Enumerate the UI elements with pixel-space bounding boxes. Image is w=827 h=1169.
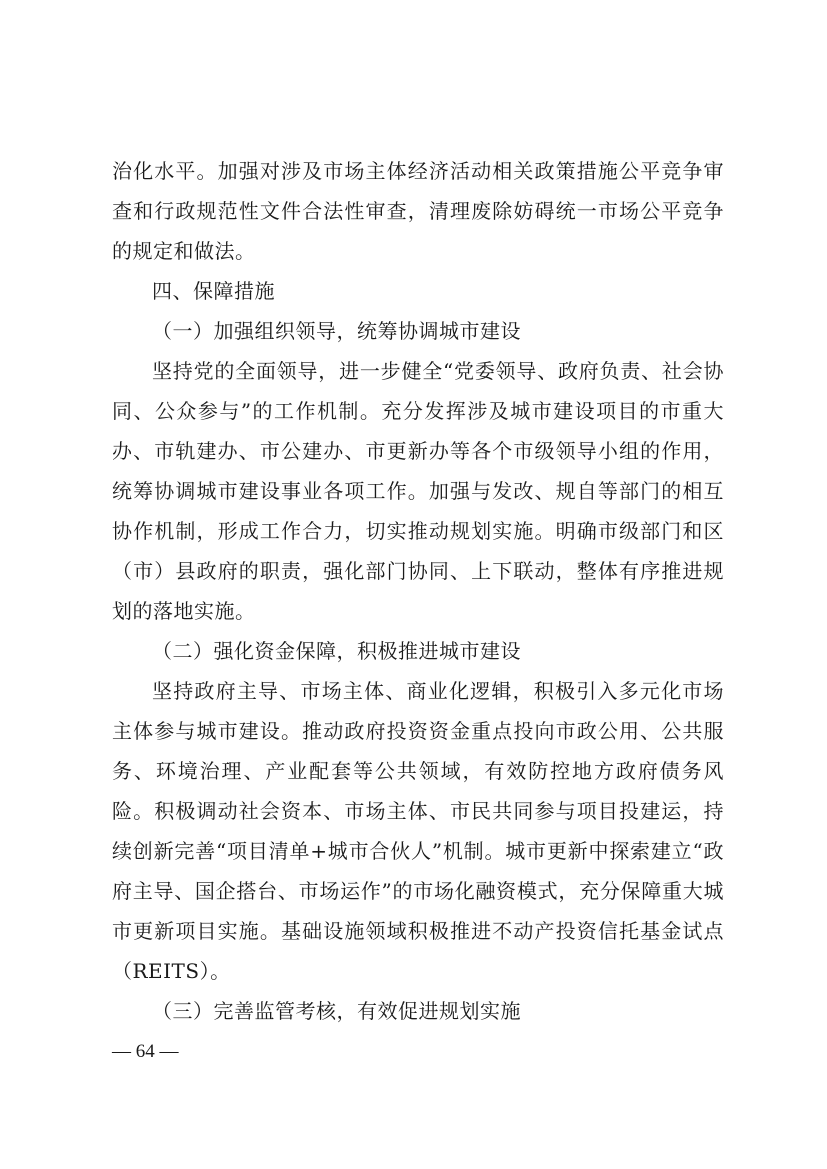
paragraph-continuation: 治化水平。加强对涉及市场主体经济活动相关政策措施公平竞争审查和行政规范性文件合法性审查，清理废除妨碍统一市场公平竞争的规定和做法。 [112, 159, 724, 263]
paragraph-organization: 坚持党的全面领导，进一步健全“党委领导、政府负责、社会协同、公众参与”的工作机制。充分发挥涉及城市建设项目的市重大办、市轨建办、市公建办、市更新办等各个市级领导小组的作用，统筹协调城市建设事业各项工作。加强与发改、规自等部门的相互协作机制，形成工作合力，切实推动规划实施。明确市级部门和区（市）县政府的职责，强化部门协同、上下联动，整体有序推进规划的落地实施。 [112, 359, 724, 623]
subsection-heading-3: （三）完善监管考核，有效促进规划实施 [152, 999, 521, 1023]
section-heading-safeguards: 四、保障措施 [152, 279, 275, 303]
subsection-heading-1: （一）加强组织领导，统筹协调城市建设 [152, 319, 521, 343]
page-number: — 64 — [112, 1041, 179, 1062]
paragraph-funding: 坚持政府主导、市场主体、商业化逻辑，积极引入多元化市场主体参与城市建设。推动政府投资资金重点投向市政公用、公共服务、环境治理、产业配套等公共领域，有效防控地方政府债务风险。积极调动社会资本、市场主体、市民共同参与项目投建运，持续创新完善“项目清单+城市合伙人”机制。城市更新中探索建立“政府主导、国企搭台、市场运作”的市场化融资模式，充分保障重大城市更新项目实施。基础设施领域积极推进不动产投资信托基金试点（REITS）。 [112, 679, 724, 983]
document-body [112, 151, 724, 1031]
subsection-heading-2: （二）强化资金保障，积极推进城市建设 [152, 639, 521, 663]
